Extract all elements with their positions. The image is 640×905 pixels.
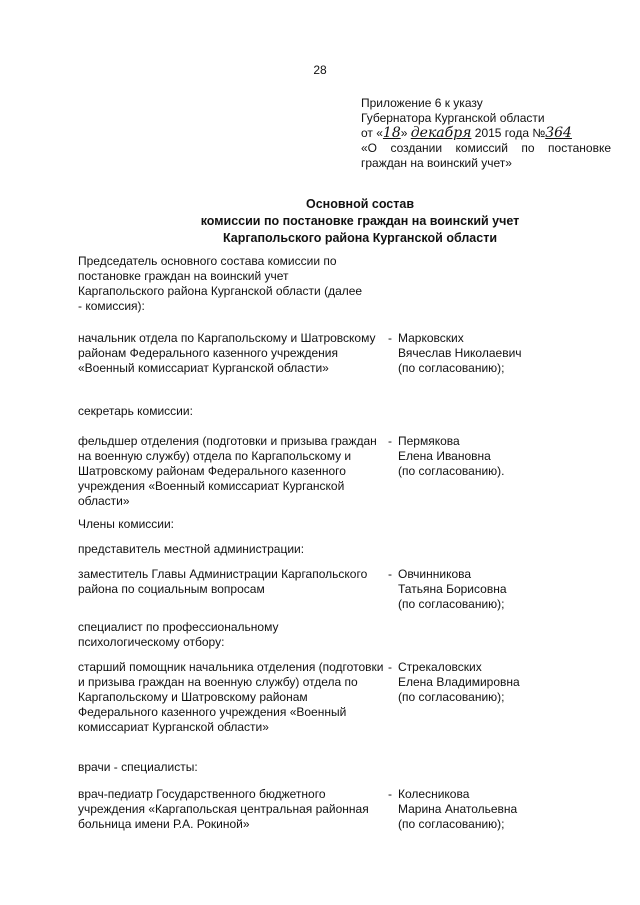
member-note: (по согласованию).	[398, 464, 505, 478]
member-position: старший помощник начальника отделения (подготовки и призыва граждан на военную службу) отдела по Каргапольскому и Шатровскому районам Федерального казенного учреждения «Военный комиссариат Курганской области»	[78, 660, 384, 734]
member-position: заместитель Главы Администрации Каргапольского района по социальным вопросам	[78, 567, 368, 596]
member-chairman	[78, 331, 598, 376]
local-admin-heading: представитель местной администрации:	[78, 542, 305, 556]
member-person: - Овчинникова Татьяна Борисовна (по согласованию);	[388, 567, 598, 612]
handwritten-number: 364	[545, 125, 572, 141]
member-person: - Колесникова Марина Анатольевна (по согласованию);	[388, 787, 598, 832]
chairman-heading: Председатель основного состава комиссии по постановке граждан на воинский учет Каргапольского района Курганской области (далее - комиссия):	[78, 254, 363, 313]
member-position: фельдшер отделения (подготовки и призыва граждан на военную службу) отдела по Каргапольскому и Шатровскому районам Федерального казенного учреждения «Военный комиссариат Курганской области»	[78, 434, 377, 508]
appendix-line1: Приложение 6 к указу	[361, 96, 483, 110]
member-surname: Стрекаловских	[398, 660, 482, 674]
member-person: - Стрекаловских Елена Владимировна (по согласованию);	[388, 660, 598, 735]
appendix-header	[361, 96, 611, 171]
member-name: Елена Владимировна	[398, 675, 520, 689]
member-surname: Овчинникова	[398, 567, 472, 581]
appendix-line2: Губернатора Курганской области	[361, 111, 545, 125]
appendix-date-line	[361, 126, 611, 141]
member-note: (по согласованию);	[398, 361, 505, 375]
page-number: 28	[313, 63, 327, 77]
title-line1: Основной состав	[305, 197, 415, 211]
title-line2: комиссии по постановке граждан на воинский учет	[200, 214, 520, 228]
member-surname: Марковских	[398, 331, 464, 345]
member-note: (по согласованию);	[398, 817, 505, 831]
document-title	[150, 196, 570, 247]
member-person: - Пермякова Елена Ивановна (по согласованию).	[388, 434, 598, 509]
psych-heading: специалист по профессиональному психологическому отбору:	[78, 620, 279, 649]
date-prefix: от «	[361, 126, 383, 140]
member-local-admin	[78, 567, 598, 612]
member-name: Татьяна Борисовна	[398, 582, 507, 596]
member-position: начальник отдела по Каргапольскому и Шатровскому районам Федерального казенного учреждения «Военный комиссариат Курганской области»	[78, 331, 376, 375]
member-name: Вячеслав Николаевич	[398, 346, 522, 360]
member-psych	[78, 660, 598, 735]
member-position: врач-педиатр Государственного бюджетного учреждения «Каргапольская центральная районная больница имени Р.А. Рокиной»	[78, 787, 369, 831]
handwritten-month: декабря	[410, 125, 472, 141]
decree-title: «О создании комиссий по постановке граждан на воинский учет»	[361, 141, 611, 170]
doctors-heading: врачи - специалисты:	[78, 760, 198, 774]
secretary-heading: секретарь комиссии:	[78, 404, 193, 418]
date-mid: »	[400, 126, 408, 140]
member-surname: Пермякова	[398, 434, 460, 448]
title-line3: Каргапольского района Курганской области	[222, 231, 498, 245]
member-note: (по согласованию);	[398, 690, 505, 704]
member-surname: Колесникова	[398, 787, 470, 801]
handwritten-day: 18	[382, 125, 401, 141]
member-secretary	[78, 434, 598, 509]
member-pediatrician	[78, 787, 598, 832]
date-year: 2015 года №	[474, 126, 546, 140]
member-note: (по согласованию);	[398, 597, 505, 611]
member-person: - Марковских Вячеслав Николаевич (по согласованию);	[388, 331, 598, 376]
member-name: Марина Анатольевна	[398, 802, 518, 816]
member-name: Елена Ивановна	[398, 449, 491, 463]
members-heading: Члены комиссии:	[78, 517, 175, 531]
